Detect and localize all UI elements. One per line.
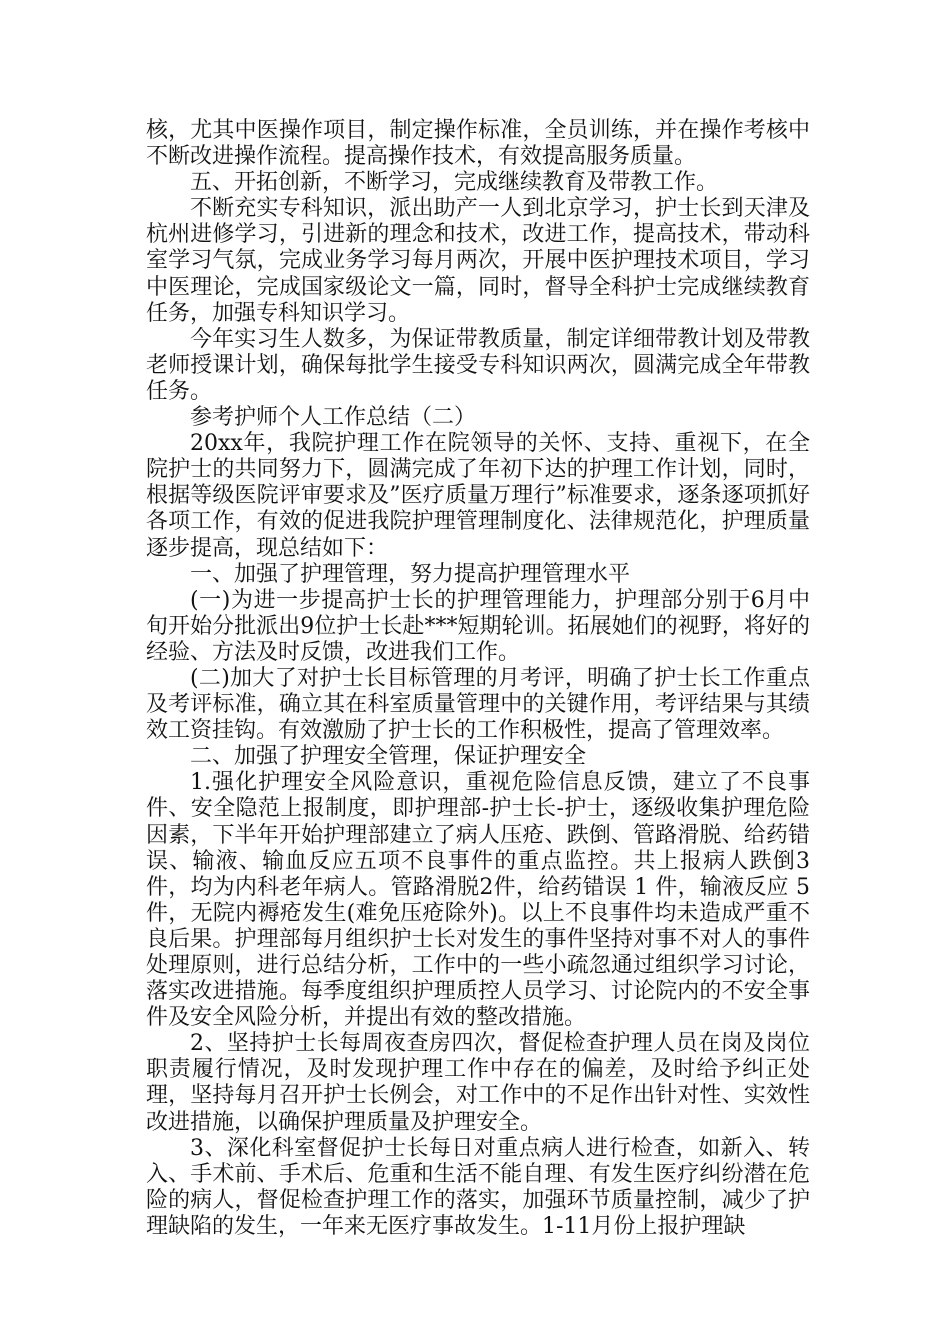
paragraph: 2、坚持护士长每周夜查房四次，督促检查护理人员在岗及岗位职责履行情况，及时发现护理工作中存在的偏差，及时给予纠正处理，坚持每月召开护士长例会，对工作中的不足作出针对性、实效性改进措施，以确保护理质量及护理安全。 (146, 1031, 810, 1135)
section-heading: 一、加强了护理管理，努力提高护理管理水平 (190, 561, 631, 587)
paragraph: (二)加大了对护士长目标管理的月考评，明确了护士长工作重点及考评标准，确立其在科室质量管理中的关键作用，考评结果与其绩效工资挂钩。有效激励了护士长的工作积极性，提高了管理效率。 (146, 665, 810, 744)
paragraph: 核，尤其中医操作项目，制定操作标准，全员训练，并在操作考核中不断改进操作流程。提高操作技术，有效提高服务质量。 (146, 118, 810, 170)
document-body (146, 118, 810, 1240)
paragraph: 3、深化科室督促护士长每日对重点病人进行检查，如新入、转入、手术前、手术后、危重和生活不能自理、有发生医疗纠纷潜在危险的病人，督促检查护理工作的落实，加强环节质量控制，减少了护理缺陷的发生，一年来无医疗事故发生。1-11月份上报护理缺 (146, 1135, 810, 1239)
document-subtitle: 参考护师个人工作总结（二） (190, 405, 477, 431)
section-heading: 五、开拓创新，不断学习，完成继续教育及带教工作。 (190, 170, 719, 196)
paragraph: 不断充实专科知识，派出助产一人到北京学习，护士长到天津及杭州进修学习，引进新的理念和技术，改进工作，提高技术，带动科室学习气氛，完成业务学习每月两次，开展中医护理技术项目，学习中医理论，完成国家级论文一篇，同时，督导全科护士完成继续教育任务，加强专科知识学习。 (146, 196, 810, 326)
section-heading: 二、加强了护理安全管理，保证护理安全 (190, 744, 587, 770)
paragraph: 今年实习生人数多，为保证带教质量，制定详细带教计划及带教老师授课计划，确保每批学生接受专科知识两次，圆满完成全年带教任务。 (146, 326, 810, 404)
paragraph: (一)为进一步提高护士长的护理管理能力，护理部分别于6月中旬开始分批派出9位护士长赴***短期轮训。拓展她们的视野，将好的经验、方法及时反馈，改进我们工作。 (146, 587, 810, 665)
paragraph: 1.强化护理安全风险意识，重视危险信息反馈，建立了不良事件、安全隐范上报制度，即护理部-护士长-护士，逐级收集护理危险因素，下半年开始护理部建立了病人压疮、跌倒、管路滑脱、给药错误、输液、输血反应五项不良事件的重点监控。共上报病人跌倒3件，均为内科老年病人。管路滑脱2件，给药错误 1 件，输液反应 5 件，无院内褥疮发生(难免压疮除外)。以上不良事件均未造成严重不良后果。护理部每月组织护士长对发生的事件坚持对事不对人的事件处理原则，进行总结分析，工作中的一些小疏忽通过组织学习讨论，落实改进措施。每季度组织护理质控人员学习、讨论院内的不安全事件及安全风险分析，并提出有效的整改措施。 (146, 770, 810, 1031)
paragraph: 20xx年，我院护理工作在院领导的关怀、支持、重视下，在全院护士的共同努力下，圆满完成了年初下达的护理工作计划，同时，根据等级医院评审要求及”医疗质量万理行”标准要求，逐条逐项抓好各项工作，有效的促进我院护理管理制度化、法律规范化，护理质量逐步提高，现总结如下： (146, 431, 810, 561)
